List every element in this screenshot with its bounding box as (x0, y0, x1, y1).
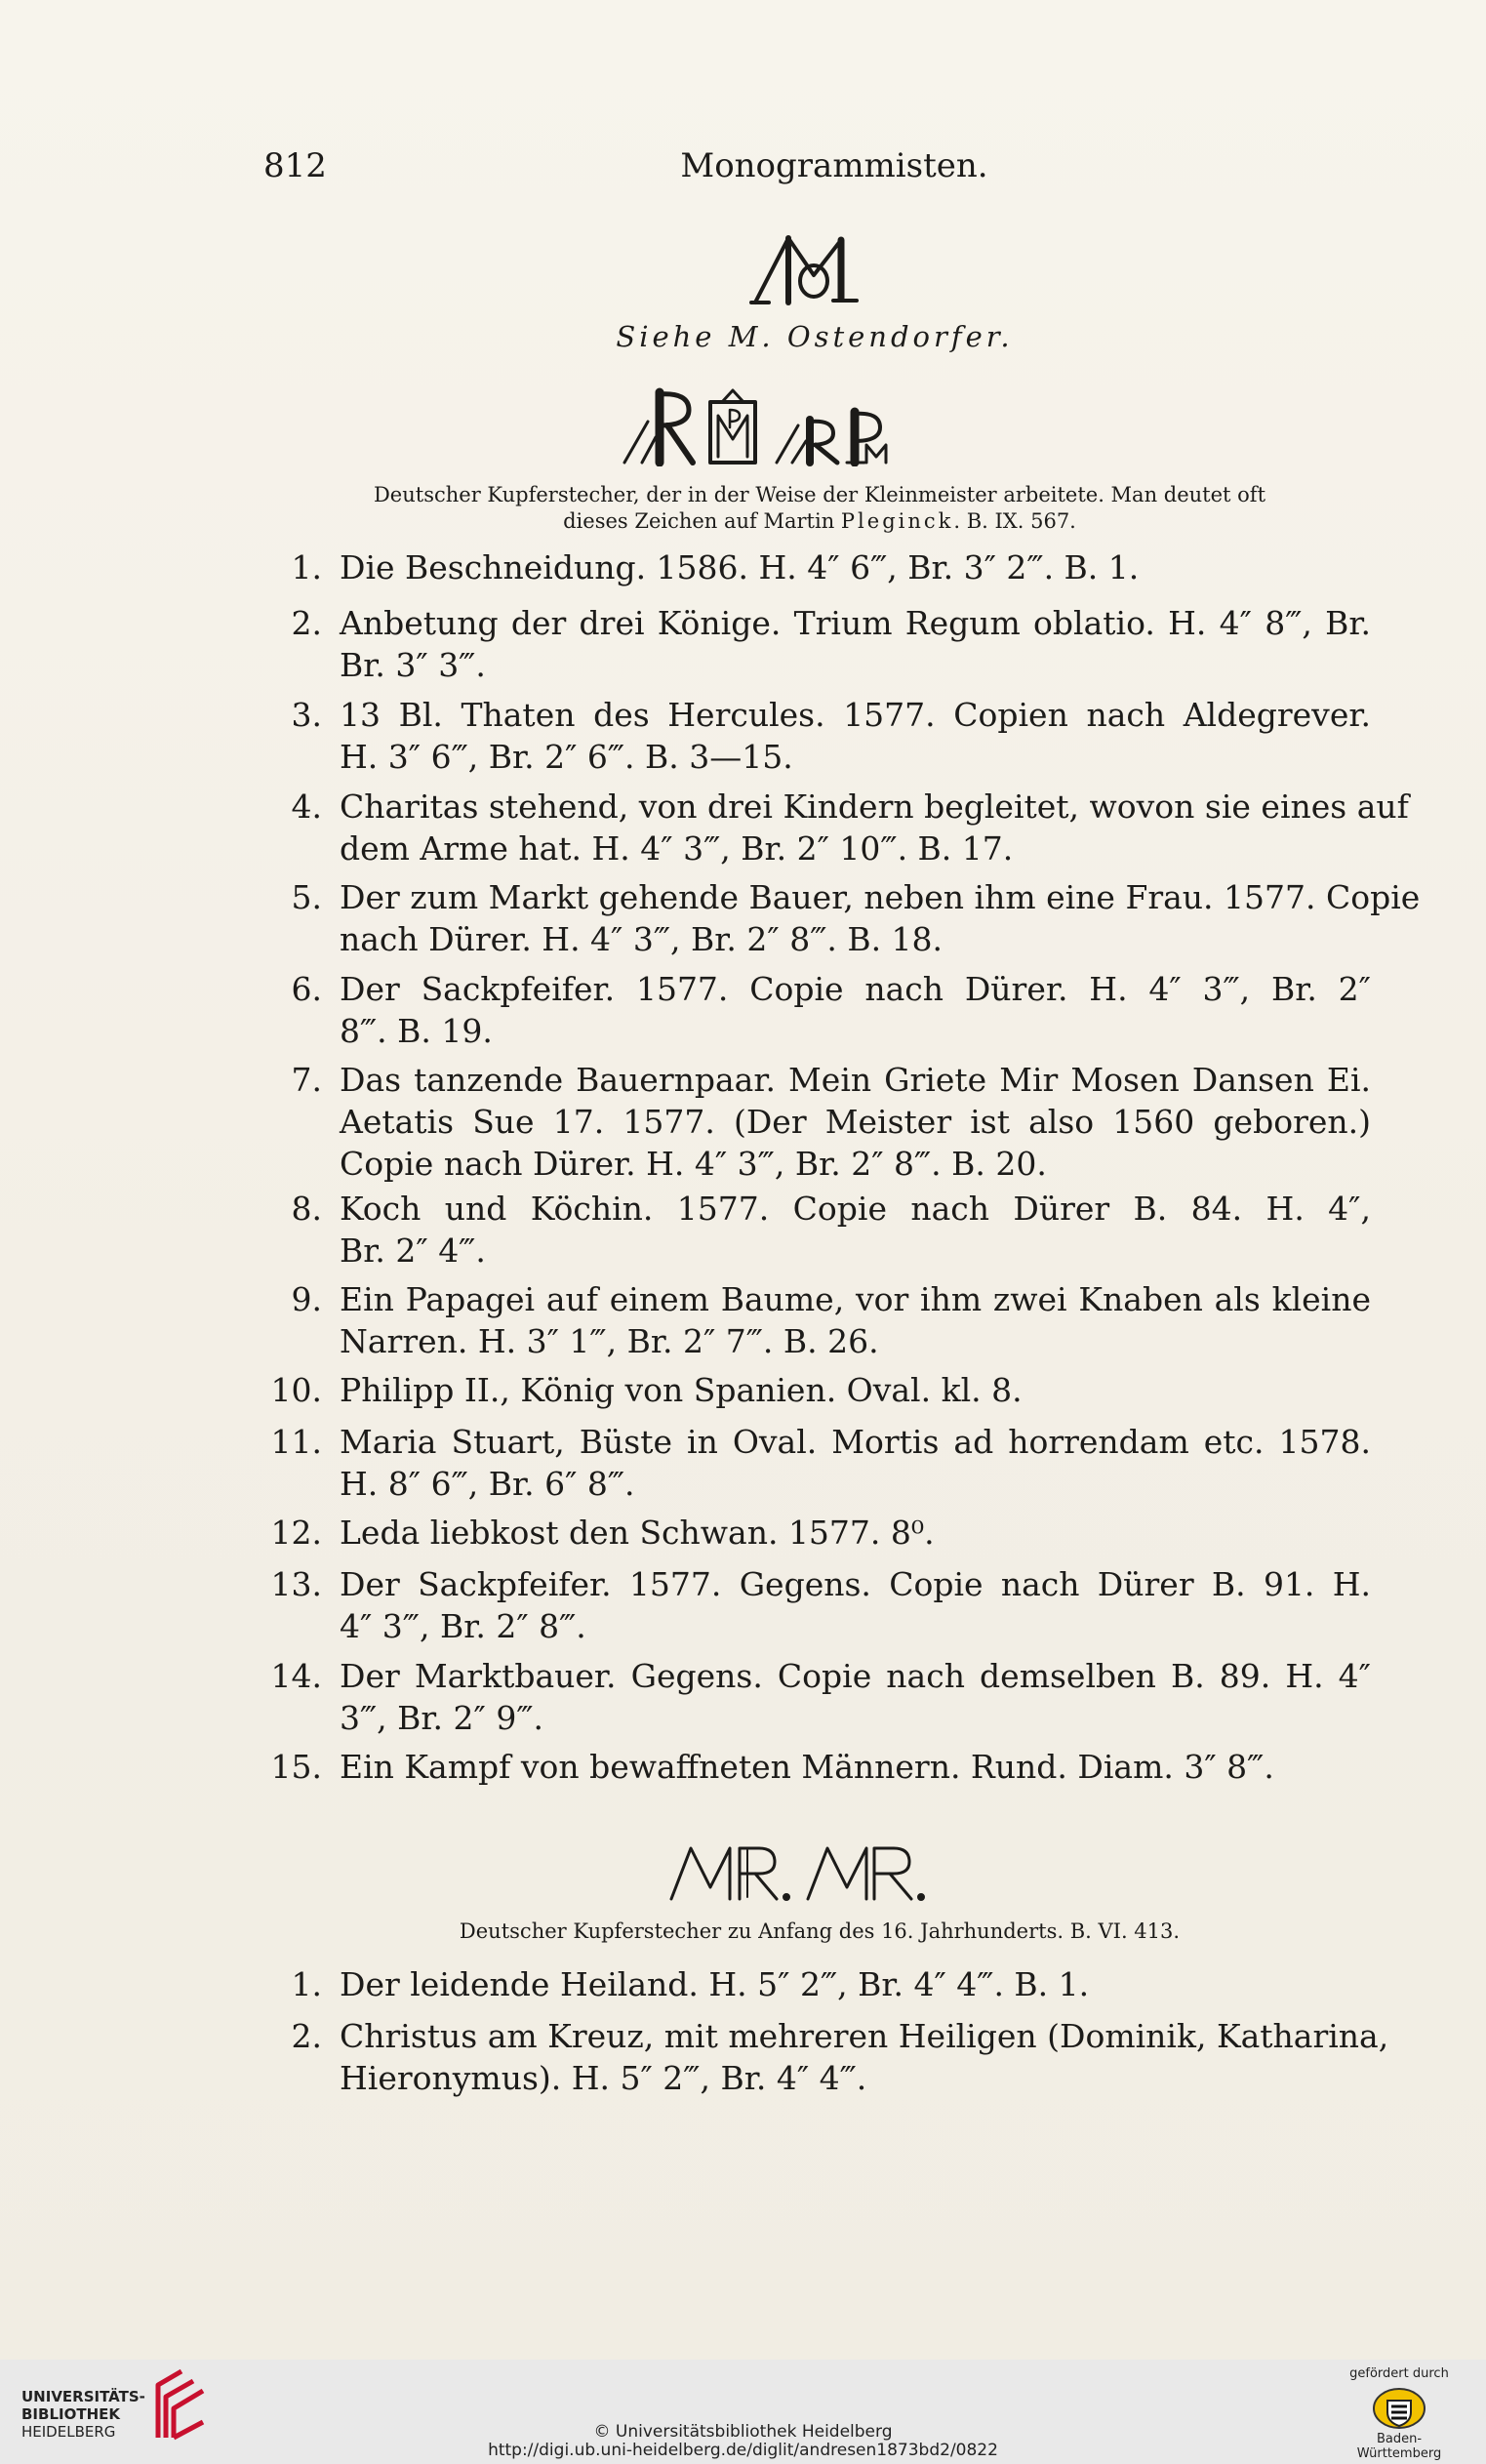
reference-text: Siehe M. Ostendorfer. (616, 320, 1014, 353)
entry-number: 10. (270, 1371, 322, 1409)
entry-text-line: Copie nach Dürer. H. 4″ 3‴, Br. 2″ 8‴. B. 20. (340, 1145, 1047, 1183)
entry-text-line: 13 Bl. Thaten des Hercules. 1577. Copien nach Aldegrever. (340, 696, 1371, 734)
entry-number: 4. (291, 788, 322, 826)
entry-number: 1. (291, 548, 322, 586)
entry-text-line: 3‴, Br. 2″ 9‴. (340, 1699, 543, 1737)
entry-text-line: Der Marktbauer. Gegens. Copie nach demselben B. 89. H. 4″ (340, 1657, 1371, 1695)
funding-note (1336, 2366, 1463, 2461)
entry-number: 15. (270, 1748, 322, 1786)
funded-by-label: gefördert durch (1349, 2366, 1449, 2381)
entry-number: 7. (291, 1061, 322, 1099)
entry-text-line: Hieronymus). H. 5″ 2‴, Br. 4″ 4‴. (340, 2059, 867, 2097)
library-name-line-3: HEIDELBERG (21, 2423, 116, 2441)
entry-text-line: Philipp II., König von Spanien. Oval. kl. 8. (340, 1371, 1023, 1409)
copyright-text: © Universitätsbibliothek Heidelberg (593, 2422, 893, 2442)
entry-text-line: dem Arme hat. H. 4″ 3‴, Br. 2″ 10‴. B. 17. (340, 829, 1014, 868)
library-name-line-1: UNIVERSITÄTS- (21, 2388, 145, 2405)
entry-text-line: Aetatis Sue 17. 1577. (Der Meister ist also 1560 geboren.) (340, 1103, 1371, 1141)
entry-number: 1. (291, 1965, 322, 2003)
entry-text-line: Ein Papagei auf einem Baume, vor ihm zwei Knaben als kleine (340, 1280, 1371, 1318)
running-head (263, 146, 1366, 195)
entry-number: 2. (291, 2017, 322, 2055)
description-line-1: Deutscher Kupferstecher, der in der Weise der Kleinmeister arbeitete. Man deutet oft (373, 483, 1266, 506)
artist-description-mr: Deutscher Kupferstecher zu Anfang des 16. Jahrhunderts. B. VI. 413. (459, 1919, 1181, 1943)
entry-number: 12. (270, 1514, 322, 1552)
entry-number: 13. (270, 1565, 322, 1603)
page-header-title: Monogrammisten. (680, 146, 988, 185)
entry-text-line: Anbetung der drei Könige. Trium Regum oblatio. H. 4″ 8‴, Br. (340, 604, 1371, 642)
funder-name: Baden-Württemberg (1356, 2432, 1442, 2461)
permalink[interactable]: http://digi.ub.uni-heidelberg.de/diglit/andresen1873bd2/0822 (488, 2441, 998, 2460)
entry-number: 5. (291, 878, 322, 916)
entry-text-line: Die Beschneidung. 1586. H. 4″ 6‴, Br. 3″ 2‴. B. 1. (340, 548, 1140, 586)
entry-text-line: Koch und Köchin. 1577. Copie nach Dürer B. 84. H. 4″, (340, 1190, 1371, 1228)
entry-text-line: Der leidende Heiland. H. 5″ 2‴, Br. 4″ 4‴. B. 1. (340, 1965, 1090, 2003)
artist-name: Pleginck (840, 509, 954, 533)
entry-text-line: Der Sackpfeifer. 1577. Gegens. Copie nach Dürer B. 91. H. (340, 1565, 1371, 1603)
entry-text-line: Ein Kampf von bewaffneten Männern. Rund. Diam. 3″ 8‴. (340, 1748, 1274, 1786)
entry-text-line: nach Dürer. H. 4″ 3‴, Br. 2″ 8‴. B. 18. (340, 920, 944, 958)
library-name-line-2: BIBLIOTHEK (21, 2405, 120, 2423)
entry-number: 2. (291, 604, 322, 642)
entry-text-line: Der zum Markt gehende Bauer, neben ihm eine Frau. 1577. Copie (340, 878, 1421, 916)
description-line-2-end: . B. IX. 567. (953, 509, 1076, 533)
entry-number: 3. (291, 696, 322, 734)
coat-of-arms-icon (1372, 2387, 1426, 2430)
entry-text-line: Br. 2″ 4‴. (340, 1232, 486, 1270)
entry-text-line: 8‴. B. 19. (340, 1012, 493, 1050)
description-line-2-start: dieses Zeichen auf Martin (563, 509, 841, 533)
entry-text-line: Narren. H. 3″ 1‴, Br. 2″ 7‴. B. 26. (340, 1322, 879, 1360)
monogram-mo (749, 232, 866, 306)
entry-text-line: Maria Stuart, Büste in Oval. Mortis ad horrendam etc. 1578. (340, 1423, 1371, 1461)
entry-text-line: H. 3″ 6‴, Br. 2″ 6‴. B. 3—15. (340, 738, 793, 776)
entry-text-line: H. 8″ 6‴, Br. 6″ 8‴. (340, 1465, 635, 1503)
entry-number: 9. (291, 1280, 322, 1318)
entry-number: 11. (270, 1423, 322, 1461)
footer-credits (0, 2423, 1486, 2460)
monogram-rp (621, 383, 933, 466)
entry-number: 8. (291, 1190, 322, 1228)
entry-text-line: Der Sackpfeifer. 1577. Copie nach Dürer. H. 4″ 3‴, Br. 2″ (340, 970, 1371, 1008)
monogram-mr (665, 1842, 948, 1903)
entry-text-line: 4″ 3‴, Br. 2″ 8‴. (340, 1607, 586, 1645)
description-line-2 (293, 508, 1346, 535)
entry-text-line: Charitas stehend, von drei Kindern begleitet, wovon sie eines auf (340, 788, 1409, 826)
entry-text-line: Christus am Kreuz, mit mehreren Heiligen (Dominik, Katharina, (340, 2017, 1389, 2055)
entry-number: 14. (270, 1657, 322, 1695)
entry-text-line: Leda liebkost den Schwan. 1577. 8⁰. (340, 1514, 935, 1552)
artist-description (293, 482, 1346, 535)
entry-text-line: Br. 3″ 3‴. (340, 646, 486, 684)
entry-number: 6. (291, 970, 322, 1008)
entry-text-line: Das tanzende Bauernpaar. Mein Griete Mir Mosen Dansen Ei. (340, 1061, 1371, 1099)
page-number: 812 (263, 146, 327, 185)
